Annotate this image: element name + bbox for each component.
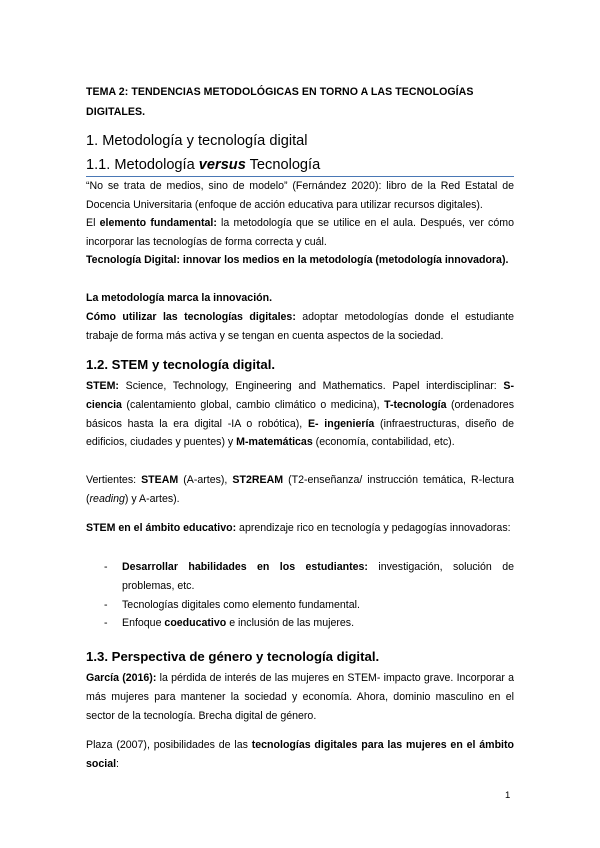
s12-bullet-list <box>86 558 514 633</box>
s12-paragraph-stem: STEM: Science, Technology, Engineering and Mathematics. Papel interdisciplinar: S-ciencia (calentamiento global, cambio climático o medicina), T-tecnología (ordenadores básicos hasta la era digital -IA o robótica), E- ingeniería (infraestructuras, diseño de edificios, ciudades y puentes) y M-matemáticas (economía, contabilidad, etc). <box>86 380 515 449</box>
section-1-heading: 1. Metodología y tecnología digital <box>86 133 308 149</box>
s11-paragraph-fundamental: El elemento fundamental: la metodología que se utilice en el aula. Después, ver cómo incorporar las tecnologías de forma correcta y cuál. <box>86 217 514 248</box>
document-title: TEMA 2: TENDENCIAS METODOLÓGICAS EN TORNO A LAS TECNOLOGÍAS DIGITALES. <box>86 86 474 118</box>
section-1-2-heading: 1.2. STEM y tecnología digital. <box>86 357 276 372</box>
list-item: - Desarrollar habilidades en los estudiantes: investigación, solución de problemas, etc. <box>104 561 514 592</box>
s11-paragraph-tecnologia-digital: Tecnología Digital: innovar los medios en la metodología (metodología innovadora). <box>86 254 509 266</box>
s11-paragraph-quote: “No se trata de medios, sino de modelo” (Fernández 2020): libro de la Red Estatal de Docencia Universitaria (enfoque de acción educativa para utilizar recursos digitales). <box>86 180 514 211</box>
list-item: - Tecnologías digitales como elemento fundamental. <box>104 598 360 611</box>
s12-paragraph-ambito-educativo: STEM en el ámbito educativo: aprendizaje rico en tecnología y pedagogías innovadoras: <box>86 522 511 534</box>
section-1-1-heading: 1.1. Metodología versus Tecnología <box>86 155 514 177</box>
s13-paragraph-plaza: Plaza (2007), posibilidades de las tecnologías digitales para las mujeres en el ámbito social: <box>86 739 514 770</box>
s13-paragraph-garcia: García (2016): la pérdida de interés de las mujeres en STEM- impacto grave. Incorporar a más mujeres para mantener la sociedad y economía. Ahora, dominio masculino en el sector de la tecnología. Brecha digital de género. <box>86 672 515 722</box>
s11-paragraph-como-utilizar: Cómo utilizar las tecnologías digitales: adoptar metodologías donde el estudiante trabaje de forma más activa y se tengan en cuenta aspectos de la sociedad. <box>86 311 514 342</box>
section-1-3-heading: 1.3. Perspectiva de género y tecnología digital. <box>86 649 380 664</box>
list-item: - Enfoque coeducativo e inclusión de las mujeres. <box>104 617 355 630</box>
s11-paragraph-innovacion: La metodología marca la innovación. <box>86 292 273 304</box>
s12-paragraph-vertientes: Vertientes: STEAM (A-artes), ST2REAM (T2-enseñanza/ instrucción temática, R-lectura (reading) y A-artes). <box>86 474 515 505</box>
page-number: 1 <box>505 790 511 801</box>
